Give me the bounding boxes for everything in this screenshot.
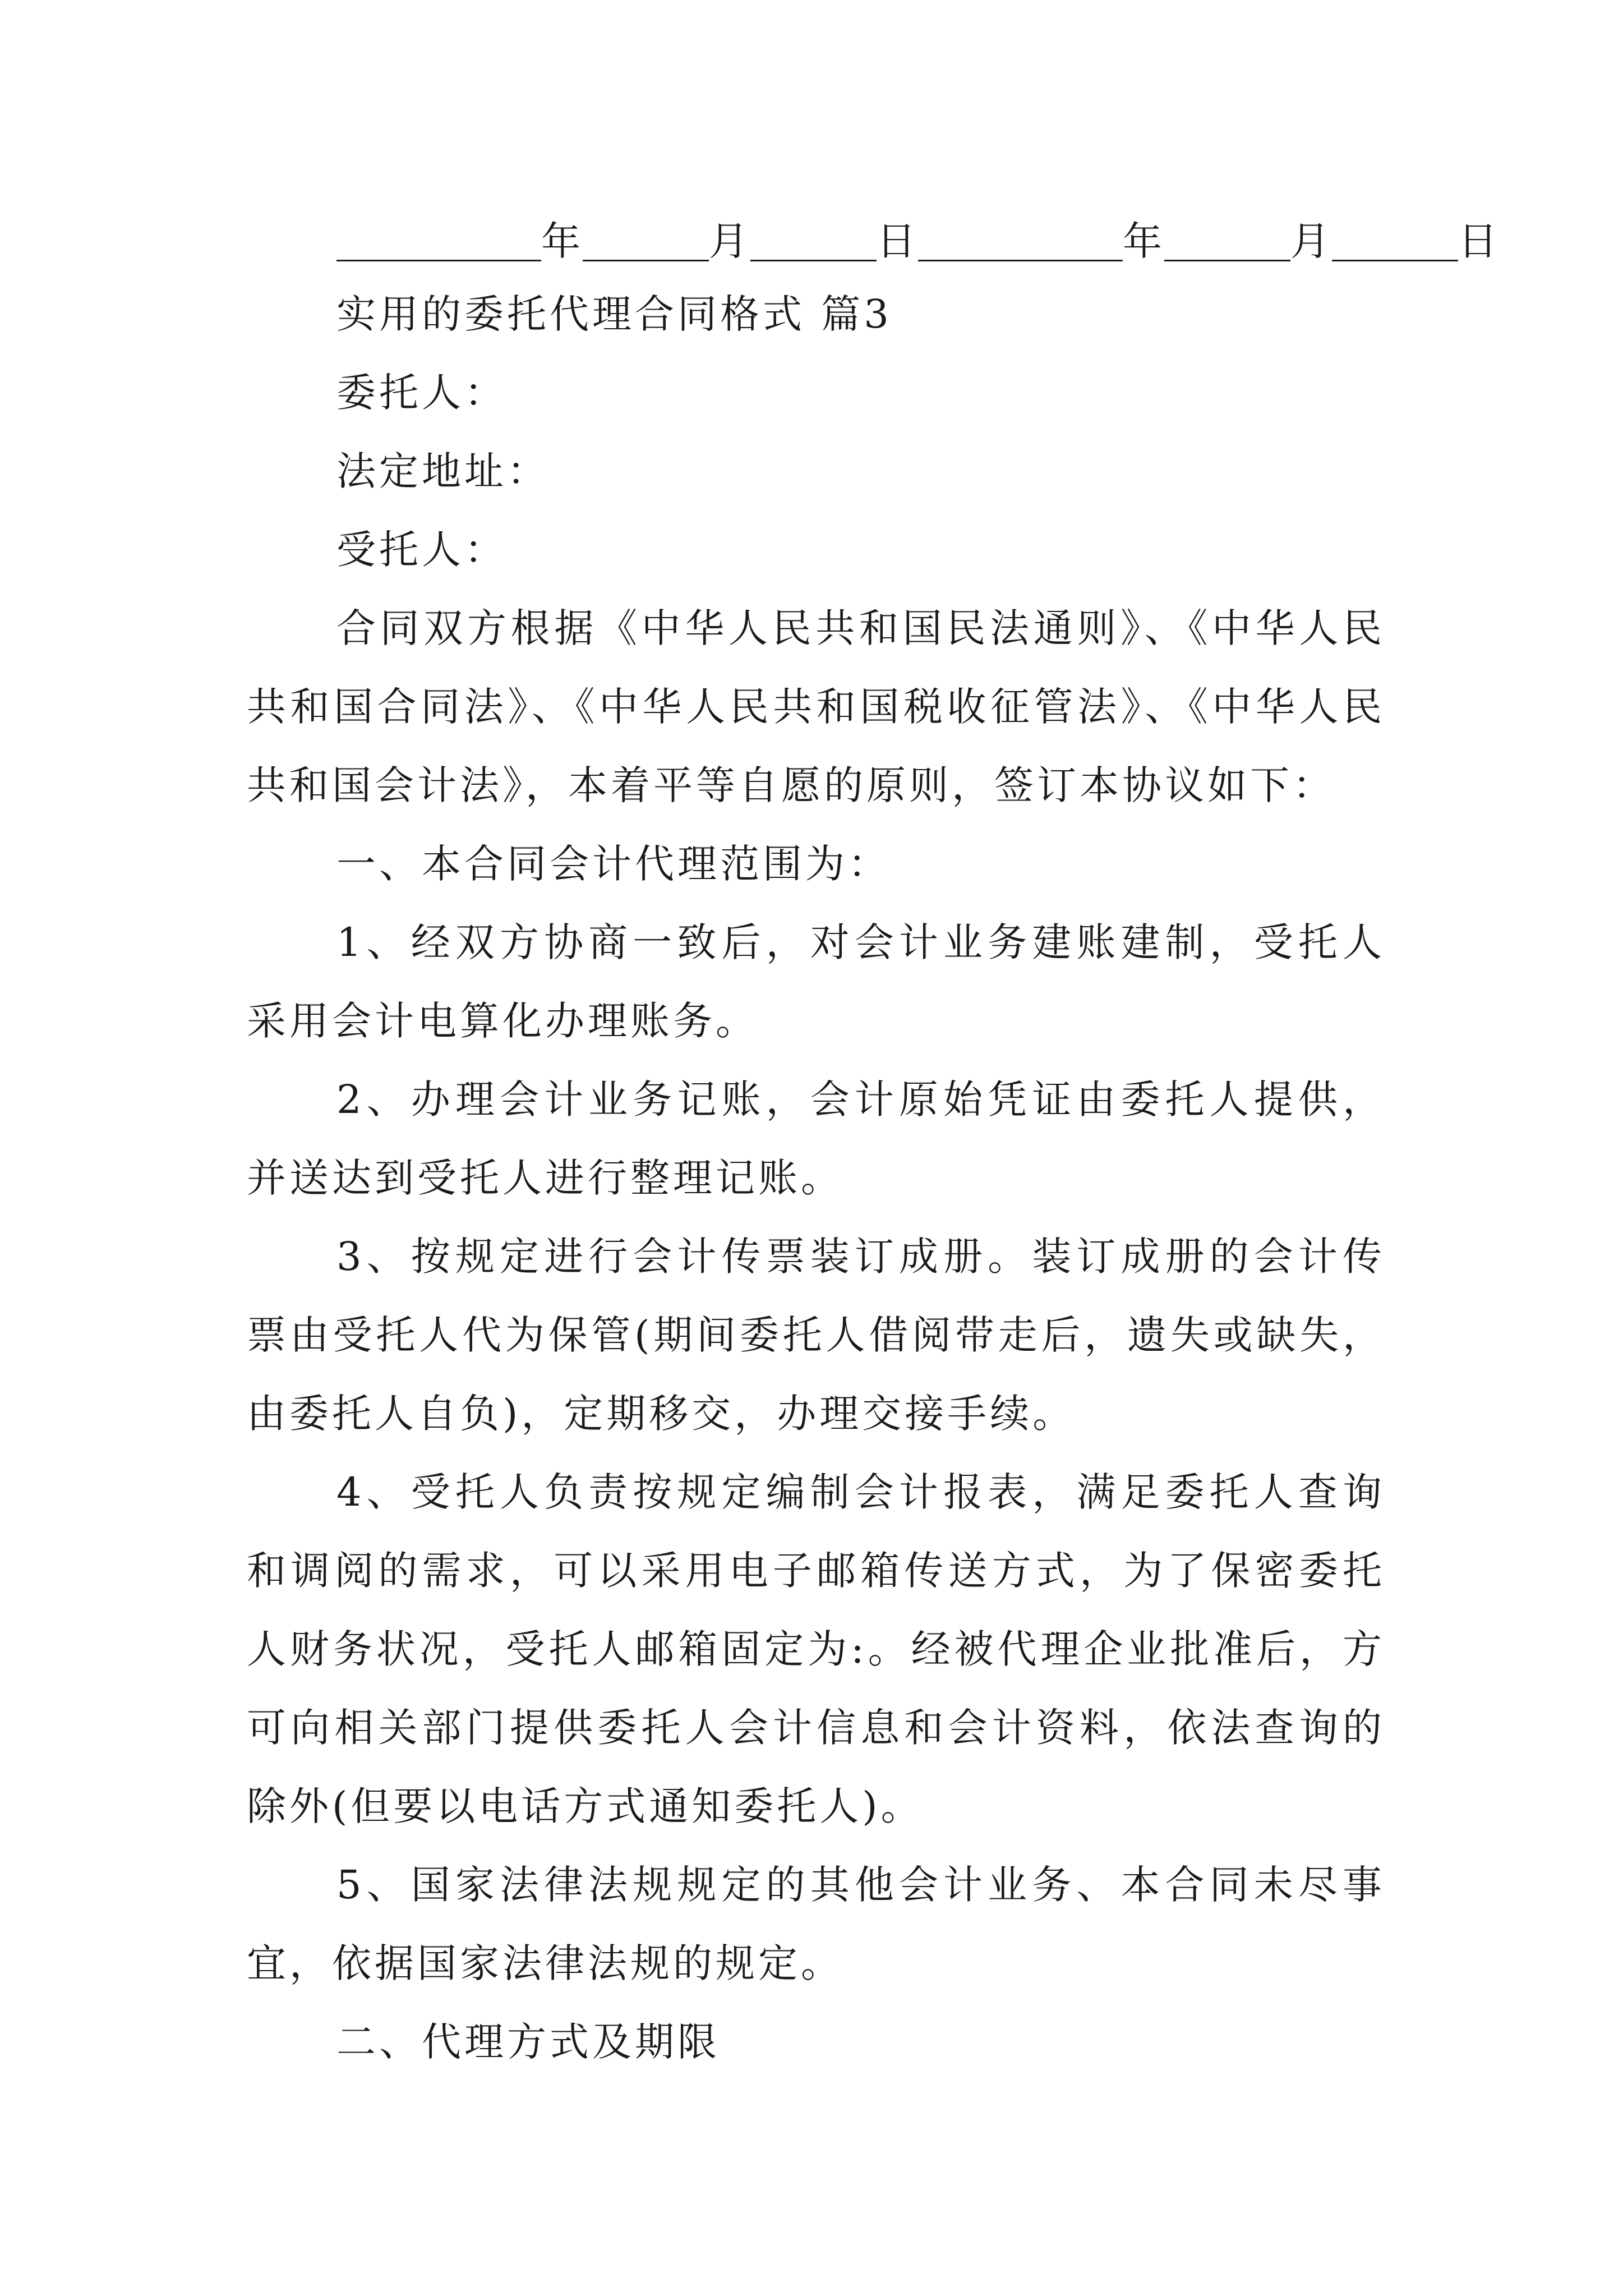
clause-3: 3、按规定进行会计传票装订成册。装订成册的会计传票由受托人代为保管(期间委托人借阅带走后，遗失或缺失，由委托人自负)，定期移交，办理交接手续。 (247, 1234, 1385, 1437)
day-blank-2 (1332, 220, 1458, 261)
legal-address-field: 法定地址： (336, 448, 550, 494)
clause-4: 4、受托人负责按规定编制会计报表，满足委托人查询和调阅的需求，可以采用电子邮箱传送方式，为了保密委托人财务状况，受托人邮箱固定为:。经被代理企业批准后，方可向相关部门提供委托人会计信息和会计资料，依法查询的除外(但要以电话方式通知委托人)。 (247, 1469, 1385, 1829)
clause-1: 1、经双方协商一致后，对会计业务建账建制，受托人采用会计电算化办理账务。 (247, 919, 1385, 1044)
principal-field: 委托人： (336, 370, 507, 416)
year-label: 年 (541, 218, 583, 264)
month-blank (583, 220, 709, 261)
agent-field: 受托人： (336, 527, 507, 573)
month-label-2: 月 (1290, 218, 1332, 264)
day-label-2: 日 (1458, 218, 1500, 264)
clause-2: 2、办理会计业务记账，会计原始凭证由委托人提供，并送达到受托人进行整理记账。 (247, 1076, 1385, 1201)
year-blank-2 (918, 220, 1123, 261)
document-body (247, 208, 1500, 2081)
section-2-heading: 二、代理方式及期限 (336, 2019, 720, 2065)
year-label-2: 年 (1123, 218, 1164, 264)
year-blank (336, 220, 541, 261)
clause-5: 5、国家法律法规规定的其他会计业务、本合同未尽事宜，依据国家法律法规的规定。 (247, 1862, 1385, 1986)
month-label: 月 (709, 218, 750, 264)
day-label: 日 (877, 218, 918, 264)
month-blank-2 (1164, 220, 1290, 261)
intro-paragraph: 合同双方根据《中华人民共和国民法通则》、《中华人民共和国合同法》、《中华人民共和国税收征管法》、《中华人民共和国会计法》，本着平等自愿的原则，签订本协议如下： (247, 605, 1385, 808)
section-1-heading: 一、本合同会计代理范围为： (336, 841, 891, 887)
date-signature-line (247, 208, 1500, 275)
document-title: 实用的委托代理合同格式 篇3 (336, 291, 892, 337)
day-blank (750, 220, 877, 261)
